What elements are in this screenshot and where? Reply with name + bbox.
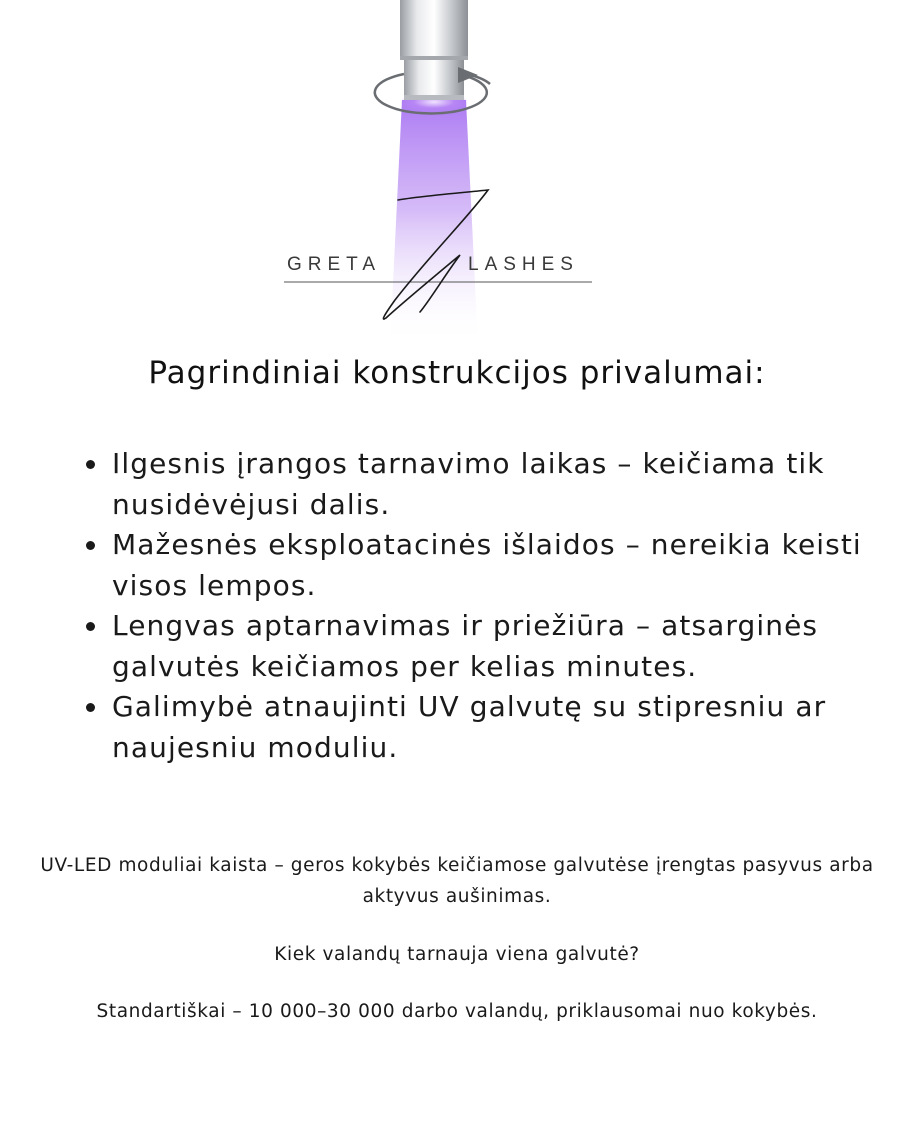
bullet-icon bbox=[86, 460, 95, 469]
benefit-text: Mažesnės eksploatacinės išlaidos – nereikia keisti visos lempos. bbox=[112, 528, 862, 602]
logo-text-lashes: LASHES bbox=[468, 254, 579, 275]
uv-lamp-icon bbox=[400, 0, 468, 100]
page-title: Pagrindiniai konstrukcijos privalumai: bbox=[148, 355, 766, 391]
list-item bbox=[82, 687, 862, 768]
bullet-icon bbox=[86, 622, 95, 631]
bullet-icon bbox=[86, 703, 95, 712]
benefits-list bbox=[82, 444, 862, 768]
list-item bbox=[82, 606, 862, 687]
bullet-icon bbox=[86, 541, 95, 550]
uv-lamp-illustration bbox=[0, 0, 914, 345]
benefit-text: Ilgesnis įrangos tarnavimo laikas – keičiama tik nusidėvėjusi dalis. bbox=[112, 447, 825, 521]
answer-paragraph: Standartiškai – 10 000–30 000 darbo valandų, priklausomai nuo kokybės. bbox=[96, 1001, 818, 1022]
list-item bbox=[82, 525, 862, 606]
list-item bbox=[82, 444, 862, 525]
logo-text-greta: GRETA bbox=[287, 254, 382, 275]
cooling-paragraph: UV-LED moduliai kaista – geros kokybės keičiamose galvutėse įrengtas pasyvus arba aktyvus aušinimas. bbox=[40, 855, 874, 907]
question-paragraph: Kiek valandų tarnauja viena galvutė? bbox=[274, 944, 640, 965]
benefit-text: Lengvas aptarnavimas ir priežiūra – atsarginės galvutės keičiamos per kelias minutes. bbox=[112, 609, 819, 683]
benefit-text: Galimybė atnaujinti UV galvutę su stipresniu ar naujesniu moduliu. bbox=[112, 690, 827, 764]
